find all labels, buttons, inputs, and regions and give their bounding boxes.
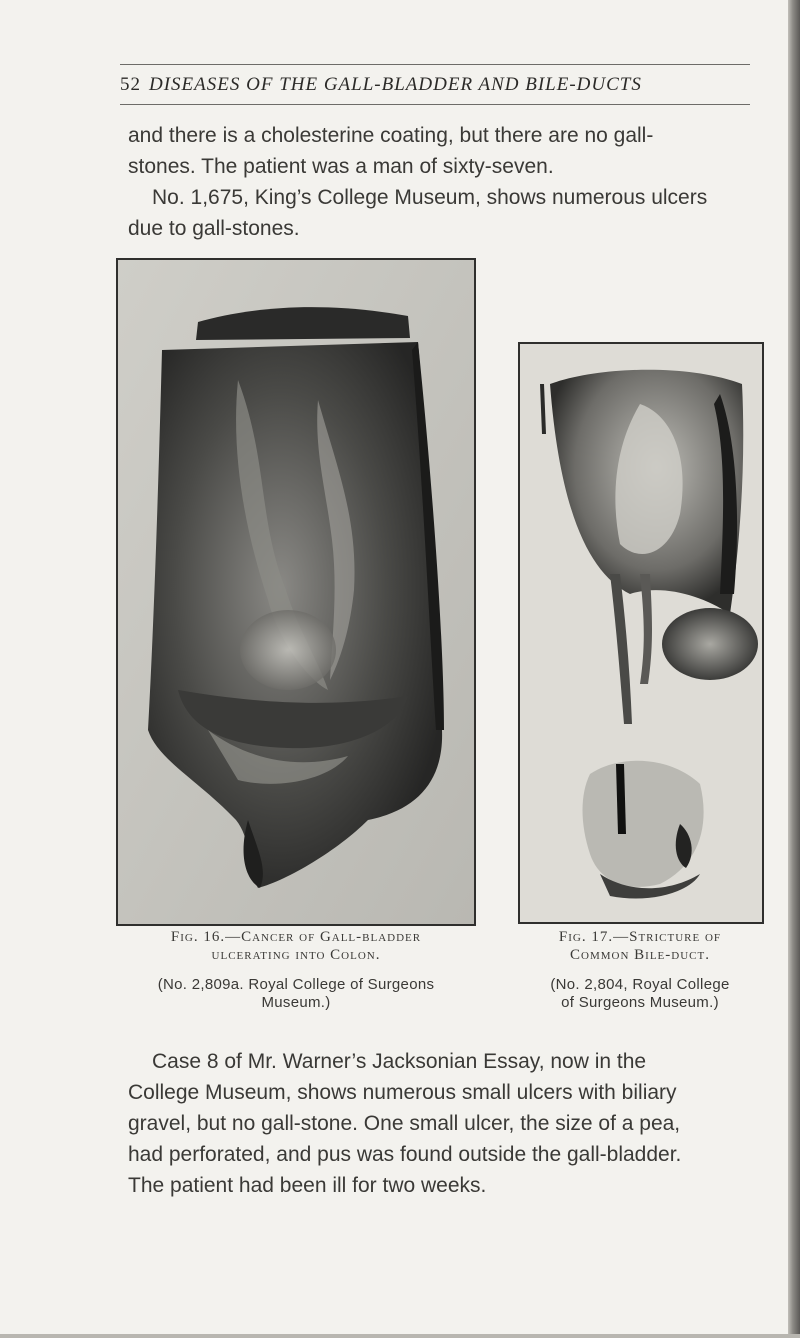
text-line: Case 8 of Mr. Warner’s Jacksonian Essay, now in the xyxy=(152,1050,647,1073)
text-line: had perforated, and pus was found outside the gall-bladder. xyxy=(128,1143,682,1166)
page-number: 52 xyxy=(120,74,141,95)
figure-16-photo xyxy=(116,258,476,926)
figure-label: Fig. 17. xyxy=(558,929,614,945)
specimen-photo-bile-duct xyxy=(520,344,762,922)
running-title: DISEASES OF THE GALL-BLADDER AND BILE-DUCTS xyxy=(149,74,642,95)
caption-title-line: Stricture of xyxy=(629,929,722,945)
figure-16-caption xyxy=(118,928,474,1012)
caption-title-line: ulcerating into Colon. xyxy=(211,947,381,963)
text-line: due to gall-stones. xyxy=(128,217,300,240)
caption-title: Fig. 17.—Stricture of Common Bile-duct. xyxy=(558,929,722,963)
body-text-bottom xyxy=(128,1046,770,1201)
caption-title-line: Cancer of Gall-bladder xyxy=(241,929,422,945)
page-edge-shadow xyxy=(788,0,800,1338)
caption-note xyxy=(512,976,768,1012)
text-line: and there is a cholesterine coating, but there are no gall- xyxy=(128,124,654,147)
specimen-photo-gall-bladder xyxy=(118,260,474,924)
body-text-top xyxy=(128,120,768,244)
text-line: gravel, but no gall-stone. One small ulcer, the size of a pea, xyxy=(128,1112,681,1135)
text-line: No. 1,675, King’s College Museum, shows numerous ulcers xyxy=(152,186,708,209)
figure-17-photo xyxy=(518,342,764,924)
caption-note-line: of Surgeons Museum.) xyxy=(561,994,719,1011)
text-line: College Museum, shows numerous small ulcers with biliary xyxy=(128,1081,677,1104)
caption-title-line: Common Bile-duct. xyxy=(570,947,710,963)
header-rule xyxy=(120,104,750,105)
caption-note-line: (No. 2,809a. Royal College of Surgeons xyxy=(157,976,435,993)
text-line: stones. The patient was a man of sixty-seven. xyxy=(128,155,554,178)
caption-note-line: Museum.) xyxy=(261,994,331,1011)
text-line: The patient had been ill for two weeks. xyxy=(128,1174,487,1197)
running-header xyxy=(120,74,750,104)
figure-label: Fig. 16. xyxy=(170,929,226,945)
caption-title: Fig. 16.—Cancer of Gall-bladder ulcerating into Colon. xyxy=(170,929,422,963)
caption-note xyxy=(118,976,474,1012)
page-bottom-edge xyxy=(0,1334,800,1338)
figure-17-caption xyxy=(512,928,768,1012)
top-rule xyxy=(120,64,750,65)
caption-note-line: (No. 2,804, Royal College xyxy=(550,976,730,993)
